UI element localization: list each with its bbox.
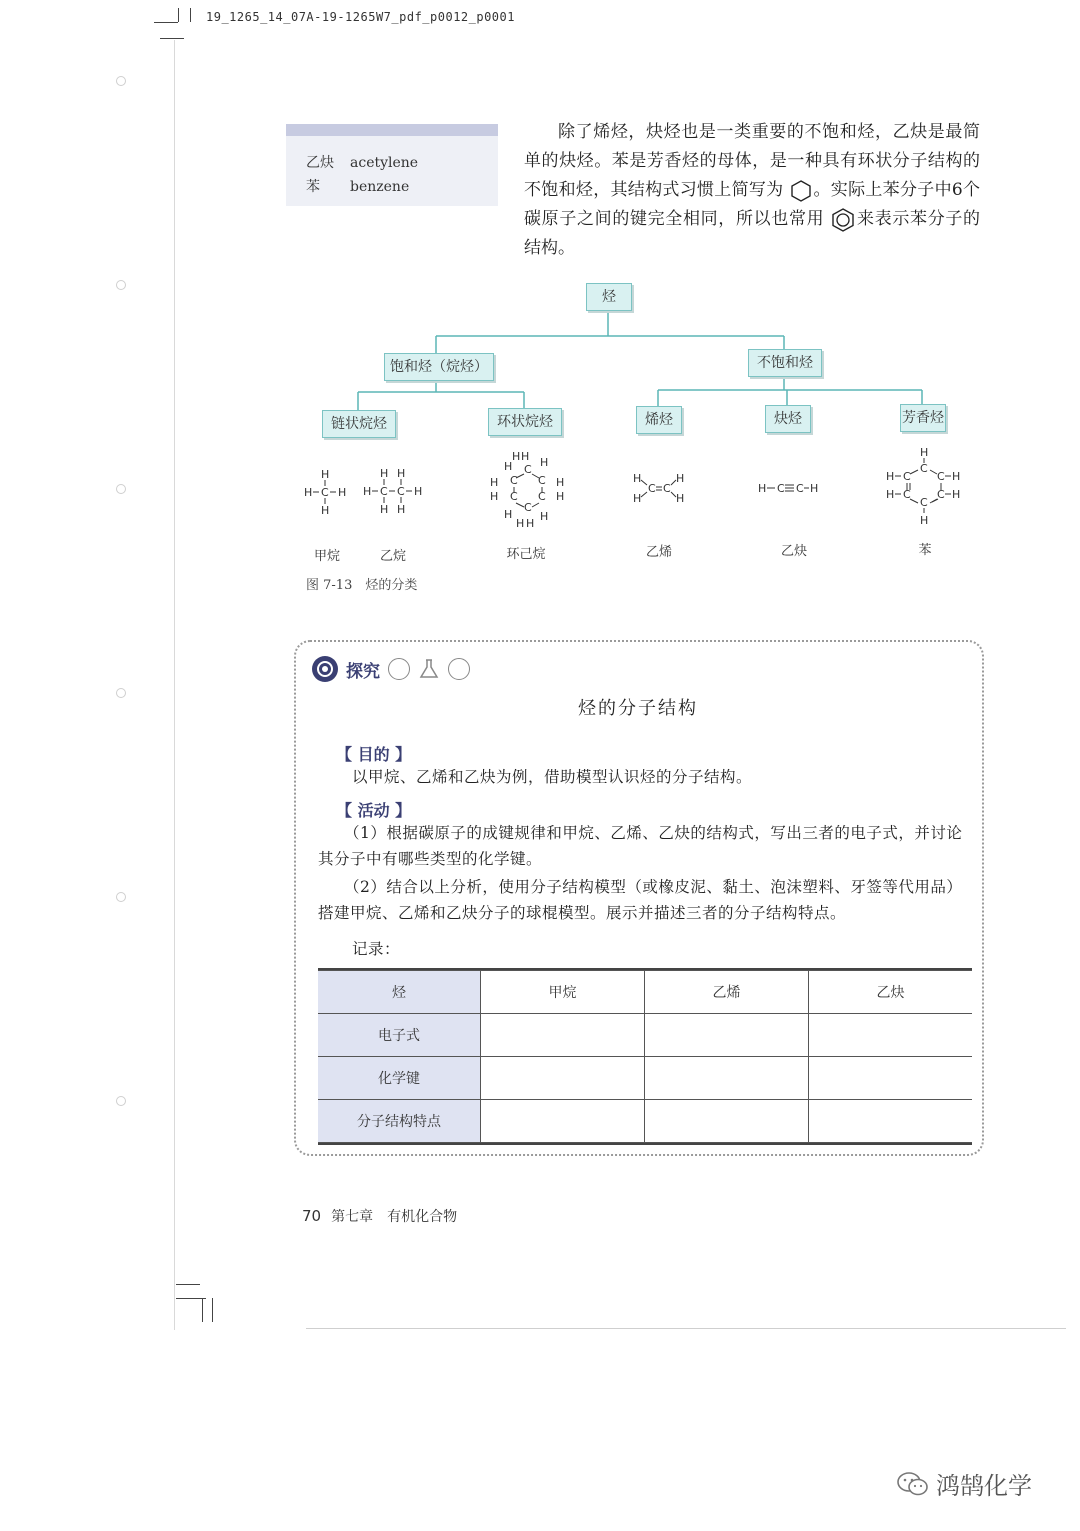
molecule-name: 苯 <box>918 543 932 558</box>
table-row <box>318 1014 972 1057</box>
molecule-name: 乙炔 <box>780 544 807 559</box>
svg-text:H: H <box>676 492 685 505</box>
crop-mark <box>202 1298 203 1322</box>
svg-text:H: H <box>633 492 642 505</box>
purpose-text: 以甲烷、乙烯和乙炔为例，借助模型认识烃的分子结构。 <box>352 768 753 786</box>
svg-text:H: H <box>490 490 499 503</box>
table-header-cell: 甲烷 <box>481 971 645 1014</box>
tree-node-saturated: 饱和烃（烷烃） <box>384 353 494 381</box>
tree-node-chain-alkane: 链状烷烃 <box>322 410 396 438</box>
svg-text:H: H <box>321 468 330 481</box>
record-table-wrap <box>318 968 972 1145</box>
svg-text:H: H <box>920 446 929 459</box>
figure-caption: 图 7-13 烃的分类 <box>306 578 418 593</box>
crop-mark <box>176 1284 200 1285</box>
vocab-zh: 苯 <box>306 179 320 195</box>
tree-node-unsaturated: 不饱和烃 <box>748 349 822 377</box>
svg-text:H: H <box>414 485 423 498</box>
explore-title: 烃的分子结构 <box>578 698 698 719</box>
svg-text:H: H <box>556 490 565 503</box>
svg-text:H: H <box>952 470 961 483</box>
paragraph-text: 来表示苯分子的结构。 <box>524 209 981 258</box>
activity-step-2: （2）结合以上分析，使用分子结构模型（或橡皮泥、黏土、泡沫塑料、牙签等代用品）搭建甲烷、乙烯和乙炔分子的球棍模型。展示并描述三者的分子结构特点。 <box>318 878 963 922</box>
table-row <box>318 971 972 1014</box>
svg-text:C: C <box>538 474 546 487</box>
table-header-cell: 乙炔 <box>809 971 973 1014</box>
paragraph-text: 除了烯烃，炔烃也是一类重要的不饱和烃，乙炔是最简单的炔烃。苯是芳香烃的母体，是一种具有环状分子结构的不饱和烃，其结构式习惯上简写为 <box>524 122 980 200</box>
table-cell[interactable] <box>645 1100 809 1143</box>
svg-text:C: C <box>510 474 518 487</box>
table-cell[interactable] <box>809 1014 973 1057</box>
molecule-name: 环己烷 <box>506 547 546 562</box>
page-footer <box>302 1206 457 1226</box>
benzene-formula <box>886 446 960 527</box>
explore-header <box>312 656 470 682</box>
table-header-cell: 烃 <box>318 971 481 1014</box>
svg-text:C: C <box>397 485 405 498</box>
table-cell[interactable] <box>481 1057 645 1100</box>
goggles-icon <box>388 658 410 680</box>
watermark <box>896 1466 1032 1501</box>
table-cell[interactable] <box>481 1014 645 1057</box>
svg-text:H: H <box>556 476 565 489</box>
ethene-formula <box>633 472 684 505</box>
svg-text:H: H <box>363 485 372 498</box>
table-cell[interactable] <box>481 1100 645 1143</box>
table-header-cell: 乙烯 <box>645 971 809 1014</box>
svg-text:H: H <box>920 514 929 527</box>
table-cell[interactable] <box>645 1014 809 1057</box>
page-number: 70 <box>302 1207 322 1225</box>
svg-text:C: C <box>920 496 928 509</box>
svg-text:C: C <box>510 490 518 503</box>
svg-text:C: C <box>937 488 945 501</box>
svg-text:H: H <box>516 517 525 530</box>
svg-text:C: C <box>796 482 804 495</box>
paragraph-text: 。实际上苯分子中6个碳原子之间的键完全相同，所以也常用 <box>524 180 980 229</box>
svg-text:H: H <box>321 504 330 517</box>
svg-text:H: H <box>810 482 819 495</box>
ethane-formula <box>363 467 422 516</box>
svg-text:C: C <box>538 490 546 503</box>
purpose-label: 【 目的 】 <box>336 745 412 764</box>
activity-step-1: （1）根据碳原子的成键规律和甲烷、乙烯、乙炔的结构式，写出三者的电子式，并讨论其分子中有哪些类型的化学键。 <box>318 824 963 868</box>
tree-node-alkene: 烯烃 <box>636 406 682 434</box>
svg-text:C: C <box>937 470 945 483</box>
svg-text:C: C <box>777 482 785 495</box>
svg-text:H: H <box>521 450 530 463</box>
molecule-name: 甲烷 <box>313 549 340 564</box>
scan-code: 19_1265_14_07A-19-1265W7_pdf_p0012_p0001 <box>206 10 515 24</box>
bottom-rule <box>306 1328 1066 1329</box>
activity-label: 【 活动 】 <box>336 801 412 820</box>
svg-text:C: C <box>663 482 671 495</box>
svg-text:H: H <box>304 486 313 499</box>
punch-hole <box>116 892 126 902</box>
svg-text:H: H <box>886 470 895 483</box>
svg-text:C: C <box>380 485 388 498</box>
svg-text:H: H <box>380 467 389 480</box>
cyclohexane-formula <box>490 450 564 530</box>
svg-text:H: H <box>380 503 389 516</box>
hand-wash-icon <box>448 658 470 680</box>
table-row-header: 化学键 <box>318 1057 481 1100</box>
table-row <box>318 1057 972 1100</box>
punch-hole <box>116 688 126 698</box>
table-row-header: 分子结构特点 <box>318 1100 481 1143</box>
svg-text:C: C <box>920 462 928 475</box>
svg-text:C: C <box>648 482 656 495</box>
tree-node-alkyne: 炔烃 <box>765 405 811 433</box>
molecule-name: 乙烷 <box>379 549 406 564</box>
svg-text:H: H <box>526 517 535 530</box>
molecule-name: 乙烯 <box>645 545 672 560</box>
svg-text:C: C <box>524 501 532 514</box>
tree-node-aromatic: 芳香烃 <box>900 404 946 432</box>
vocab-en: benzene <box>350 179 410 195</box>
chapter-title: 第七章 有机化合物 <box>331 1209 458 1225</box>
svg-text:H: H <box>504 460 513 473</box>
svg-text:C: C <box>321 486 329 499</box>
punch-hole <box>116 1096 126 1106</box>
svg-text:H: H <box>397 503 406 516</box>
table-cell[interactable] <box>809 1100 973 1143</box>
wechat-icon <box>896 1470 930 1498</box>
record-label: 记录： <box>352 940 401 958</box>
vocab-en: acetylene <box>350 155 419 171</box>
svg-text:H: H <box>633 472 642 485</box>
svg-text:H: H <box>540 456 549 469</box>
svg-text:H: H <box>397 467 406 480</box>
tree-node-hydrocarbon: 烃 <box>586 283 632 311</box>
svg-text:H: H <box>504 508 513 521</box>
svg-text:H: H <box>540 510 549 523</box>
table-cell[interactable] <box>645 1057 809 1100</box>
svg-text:C: C <box>524 463 532 476</box>
svg-text:H: H <box>512 450 521 463</box>
methane-formula <box>304 468 346 517</box>
svg-text:H: H <box>676 472 685 485</box>
record-table <box>318 970 972 1143</box>
ethyne-formula <box>758 482 818 495</box>
tree-node-cyclo-alkane: 环状烷烃 <box>488 408 562 436</box>
structural-formulas <box>0 0 1080 560</box>
target-icon <box>312 656 338 682</box>
svg-text:H: H <box>338 486 347 499</box>
vocab-zh: 乙炔 <box>306 155 334 171</box>
table-row-header: 电子式 <box>318 1014 481 1057</box>
crop-mark <box>212 1298 213 1322</box>
svg-text:C: C <box>903 470 911 483</box>
svg-text:H: H <box>490 476 499 489</box>
svg-text:H: H <box>886 488 895 501</box>
svg-text:C: C <box>903 488 911 501</box>
watermark-text: 鸿鹄化学 <box>936 1472 1032 1500</box>
svg-text:H: H <box>758 482 767 495</box>
table-row <box>318 1100 972 1143</box>
svg-text:H: H <box>952 488 961 501</box>
table-cell[interactable] <box>809 1057 973 1100</box>
explore-label: 探究 <box>346 661 380 682</box>
flask-icon <box>418 658 440 680</box>
